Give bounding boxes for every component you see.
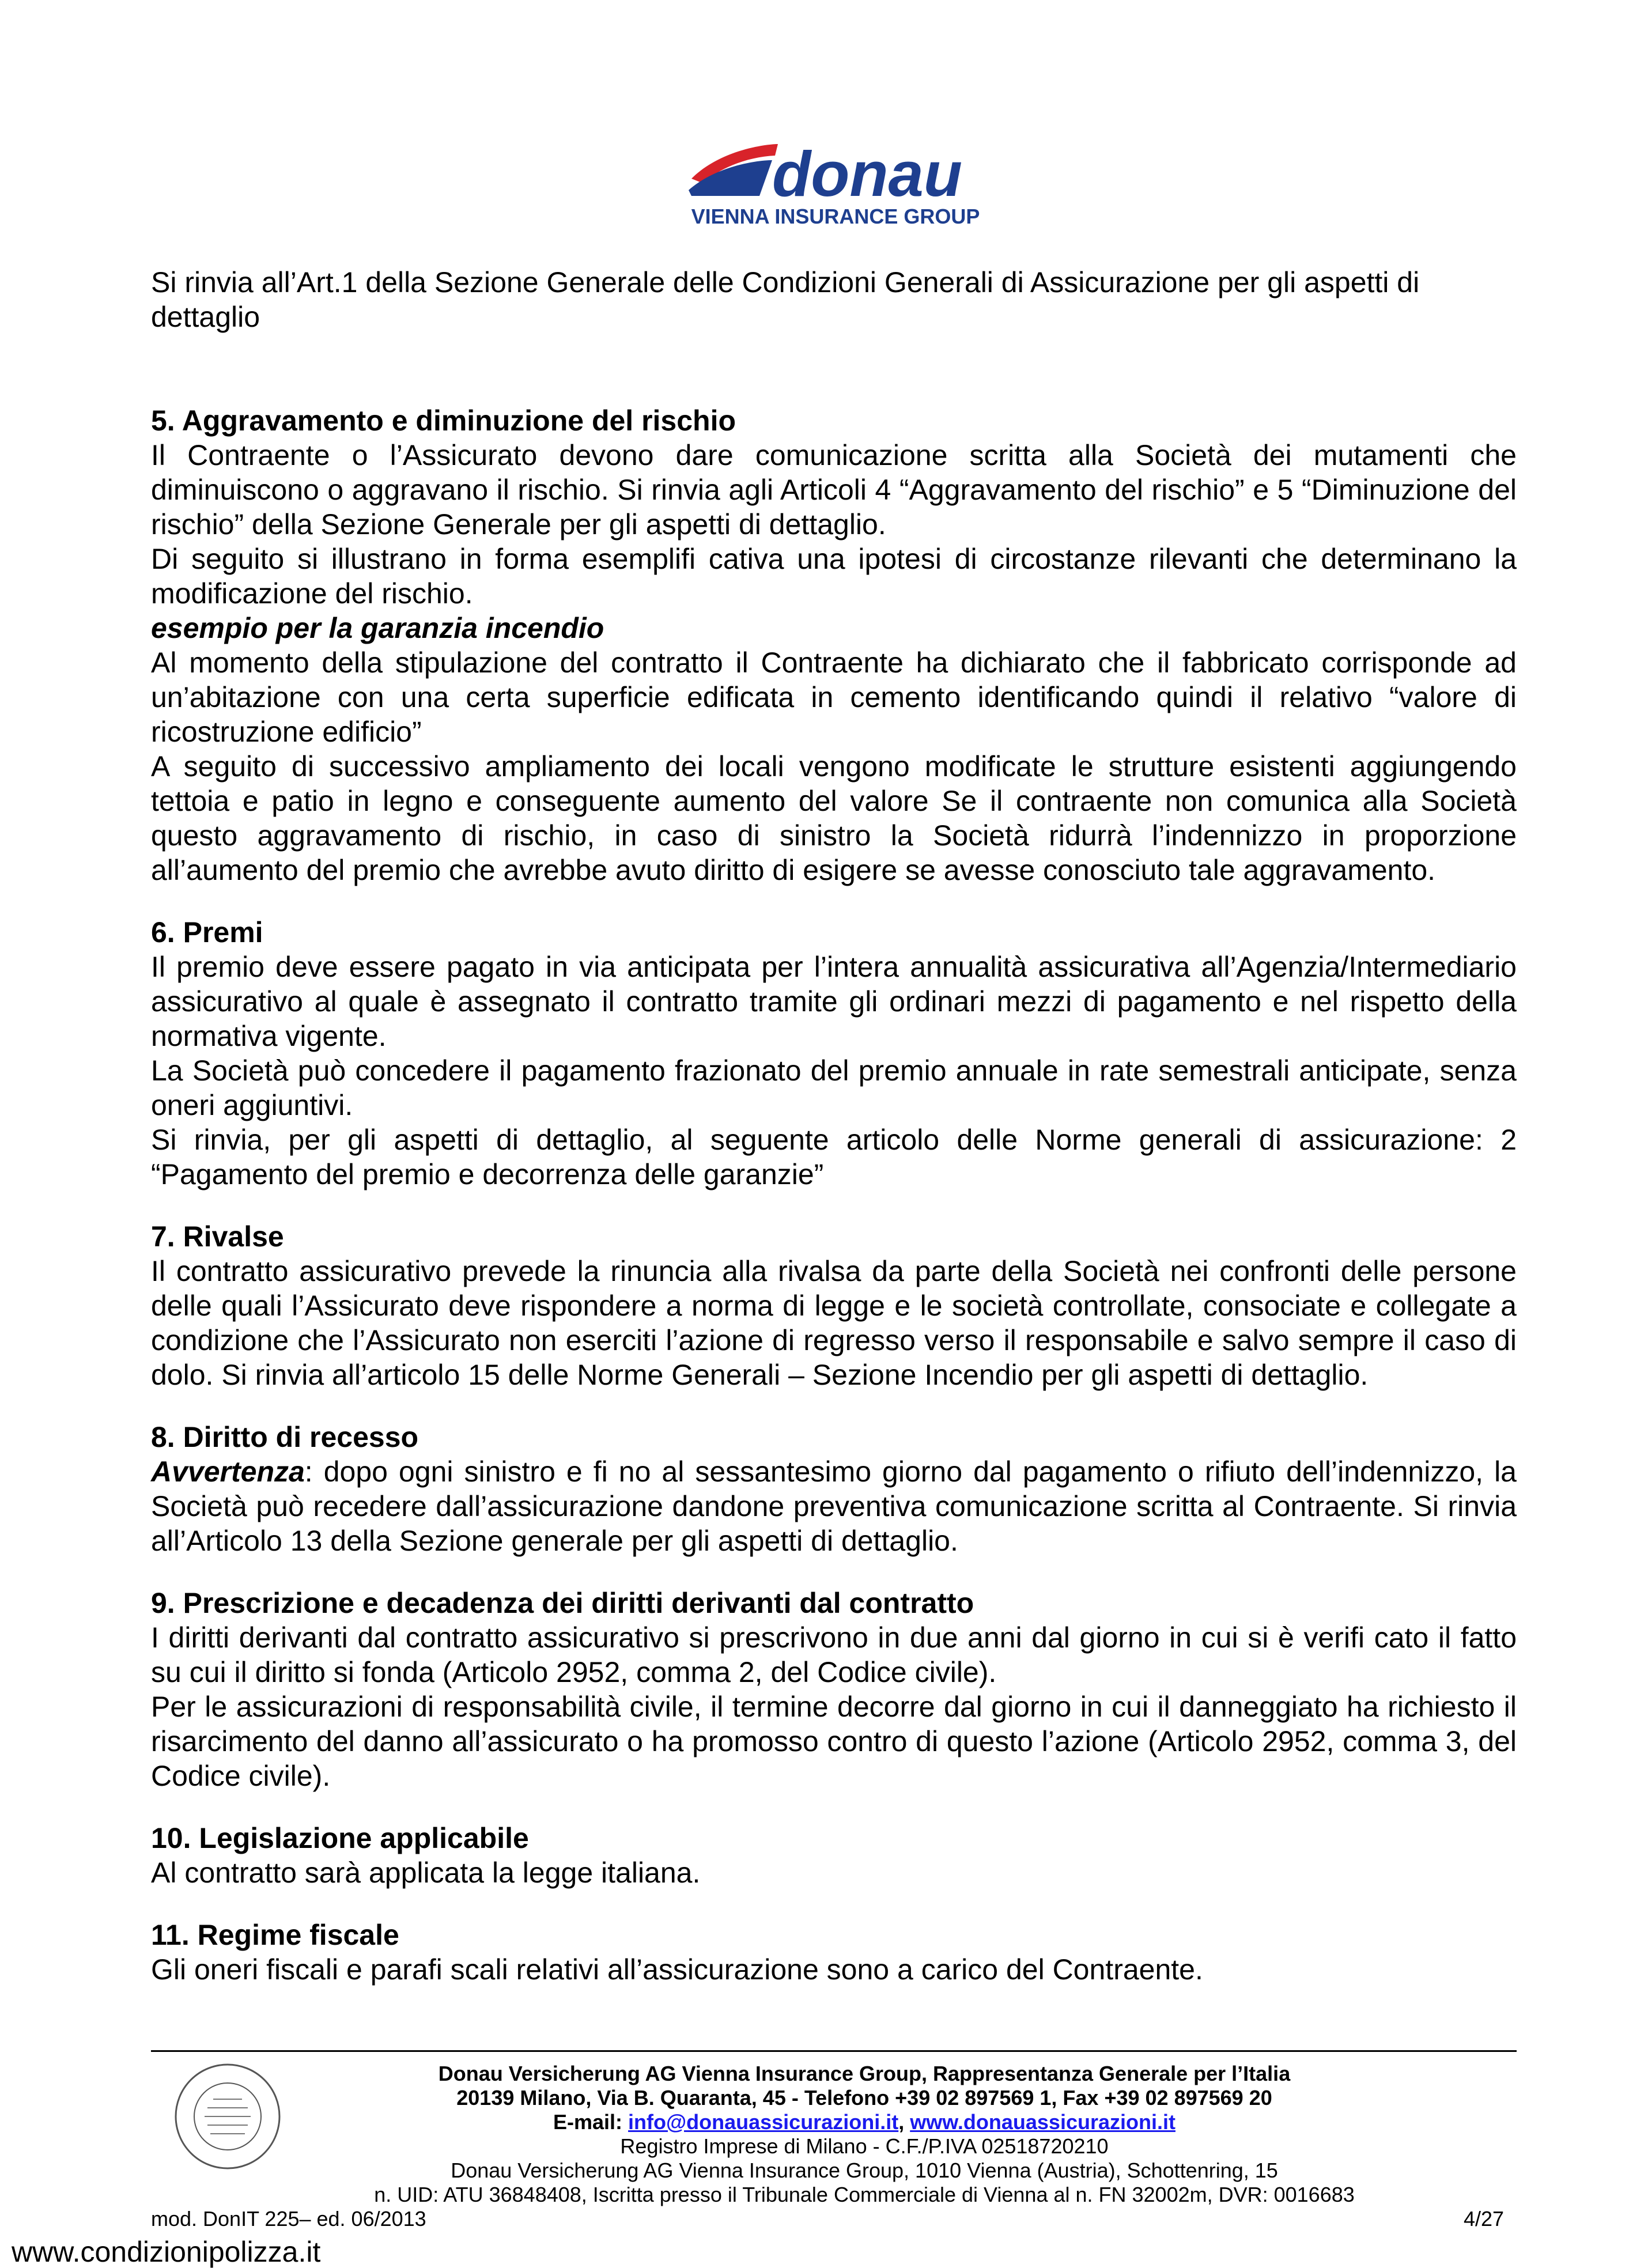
section-title: 8. Diritto di recesso <box>151 1421 419 1453</box>
footer-company-line: Donau Versicherung AG Vienna Insurance Group, Rappresentanza Generale per l’Italia <box>438 2062 1291 2085</box>
source-website: www.condizionipolizza.it <box>12 2236 321 2268</box>
footer-address-line: 20139 Milano, Via B. Quaranta, 45 - Telefono +39 02 897569 1, Fax +39 02 897569 20 <box>456 2086 1272 2110</box>
paragraph: La Società può concedere il pagamento frazionato del premio annuale in rate semestrali anticipate, senza oneri aggiuntivi. <box>151 1054 1517 1121</box>
section-title: 5. Aggravamento e diminuzione del rischio <box>151 405 736 437</box>
section-title: 10. Legislazione applicabile <box>151 1822 529 1854</box>
logo-wordmark: donau <box>772 139 962 210</box>
link-separator: , <box>898 2110 910 2134</box>
section-11 <box>151 1918 1517 1987</box>
paragraph: Il contratto assicurativo prevede la rinuncia alla rivalsa da parte della Società nei confronti delle persone delle quali l’Assicurato deve rispondere a norma di legge e le società controllate, consociate e collegate a condizione che l’Assicurato non eserciti l’azione di regresso verso il responsabile e salvo sempre il caso di dolo. Si rinvia all’articolo 15 delle Norme Generali – Sezione Incendio per gli aspetti di dettaglio. <box>151 1255 1517 1391</box>
paragraph: Per le assicurazioni di responsabilità civile, il termine decorre dal giorno in cui il danneggiato ha richiesto il risarcimento del danno all’assicurato o ha promosso contro di questo l’azione (Articolo 2952, comma 3, del Codice civile). <box>151 1691 1517 1792</box>
section-title: 7. Rivalse <box>151 1220 284 1253</box>
footer-contact-line <box>311 2110 1418 2134</box>
paragraph: Al momento della stipulazione del contratto il Contraente ha dichiarato che il fabbricato corrisponde ad un’abitazione con una certa superficie edificata in cemento identificando quindi il relativo “valore di ricostruzione edificio” <box>151 647 1517 748</box>
section-9 <box>151 1586 1517 1793</box>
paragraph: Al contratto sarà applicata la legge italiana. <box>151 1857 701 1889</box>
document-body <box>151 265 1517 2014</box>
section-title: 6. Premi <box>151 916 263 948</box>
footer-divider <box>151 2050 1517 2052</box>
paragraph <box>151 1454 1517 1558</box>
warning-label: Avvertenza <box>151 1456 305 1488</box>
intro-paragraph: Si rinvia all’Art.1 della Sezione Generale delle Condizioni Generali di Assicurazione per gli aspetti di dettaglio <box>151 266 1420 333</box>
page-number: 4/27 <box>1464 2207 1505 2231</box>
email-link[interactable]: info@donauassicurazioni.it <box>628 2110 899 2134</box>
logo-group-name: VIENNA INSURANCE GROUP <box>691 205 980 228</box>
agency-stamp <box>173 2062 282 2171</box>
donau-logo <box>686 109 985 230</box>
website-link[interactable]: www.donauassicurazioni.it <box>910 2110 1175 2134</box>
footer-headquarters-line: Donau Versicherung AG Vienna Insurance Group, 1010 Vienna (Austria), Schottenring, 15 <box>451 2159 1278 2182</box>
section-10 <box>151 1821 1517 1890</box>
paragraph: Gli oneri fiscali e parafi scali relativi all’assicurazione sono a carico del Contraente. <box>151 1953 1203 1986</box>
example-heading: esempio per la garanzia incendio <box>151 612 604 644</box>
company-footer <box>311 2062 1418 2207</box>
section-6 <box>151 915 1517 1192</box>
section-title: 9. Prescrizione e decadenza dei diritti derivanti dal contratto <box>151 1587 974 1619</box>
paragraph: A seguito di successivo ampliamento dei locali vengono modificate le strutture esistenti aggiungendo tettoia e patio in legno e conseguente aumento del valore Se il contraente non comunica alla Società questo aggravamento di rischio, in caso di sinistro la Società ridurrà l’indennizzo in proporzione all’aumento del premio che avrebbe avuto diritto di esigere se avesse conosciuto tale aggravamento. <box>151 750 1517 886</box>
paragraph: Di seguito si illustrano in forma esemplifi cativa una ipotesi di circostanze rilevanti che determinano la modificazione del rischio. <box>151 543 1517 610</box>
warning-text: : dopo ogni sinistro e fi no al sessantesimo giorno dal pagamento o rifiuto dell’indennizzo, la Società può recedere dall’assicurazione dandone preventiva comunicazione scritta al Contraente. Si rinvia all’Articolo 13 della Sezione generale per gli aspetti di dettaglio. <box>151 1456 1517 1557</box>
form-code: mod. DonIT 225– ed. 06/2013 <box>151 2207 426 2231</box>
footer-uid-line: n. UID: ATU 36848408, Iscritta presso il Tribunale Commerciale di Vienna al n. FN 32002m, DVR: 0016683 <box>374 2183 1355 2206</box>
paragraph: Il premio deve essere pagato in via anticipata per l’intera annualità assicurativa all’Agenzia/Intermediario assicurativo al quale è assegnato il contratto tramite gli ordinari mezzi di pagamento e nel rispetto della normativa vigente. <box>151 951 1517 1052</box>
paragraph: Il Contraente o l’Assicurato devono dare comunicazione scritta alla Società dei mutamenti che diminuiscono o aggravano il rischio. Si rinvia agli Articoli 4 “Aggravamento del rischio” e 5 “Diminuzione del rischio” della Sezione Generale per gli aspetti di dettaglio. <box>151 439 1517 540</box>
footer-registry-line: Registro Imprese di Milano - C.F./P.IVA 02518720210 <box>620 2134 1109 2158</box>
paragraph: Si rinvia, per gli aspetti di dettaglio, al seguente articolo delle Norme generali di assicurazione: 2 “Pagamento del premio e decorrenza delle garanzie” <box>151 1124 1517 1190</box>
email-label: E-mail: <box>553 2110 629 2134</box>
section-7 <box>151 1219 1517 1392</box>
paragraph: I diritti derivanti dal contratto assicurativo si prescrivono in due anni dal giorno in cui si è verifi cato il fatto su cui il diritto si fonda (Articolo 2952, comma 2, del Codice civile). <box>151 1621 1517 1688</box>
section-5 <box>151 403 1517 887</box>
section-title: 11. Regime fiscale <box>151 1919 399 1951</box>
section-8 <box>151 1420 1517 1558</box>
